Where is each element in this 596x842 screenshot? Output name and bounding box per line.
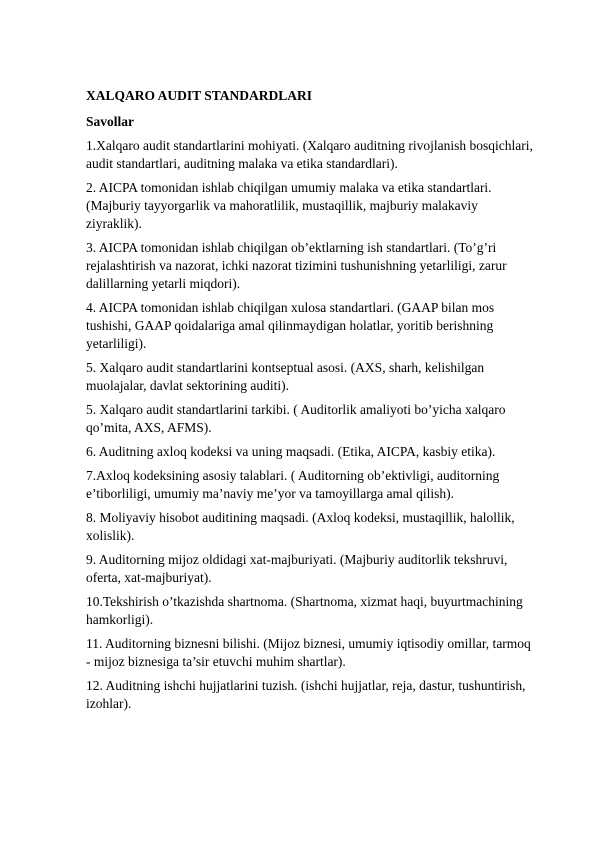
question-line: 10.Tekshirish o’tkazishda shartnoma. (Shartnoma, xizmat haqi, buyurtmachining [86,594,523,609]
question-line: 7.Axloq kodeksining asosiy talablari. ( Auditorning ob’ektivligi, auditorning [86,468,500,483]
question-line: audit standartlari, auditning malaka va etika standardlari). [86,156,398,171]
question-item [86,443,556,461]
question-line: hamkorligi). [86,612,154,627]
question-item [86,551,556,587]
question-line: rejalashtirish va nazorat, ichki nazorat tizimini tushunishning yetarliligi, zarur [86,258,507,273]
question-line: xolislik). [86,528,135,543]
question-item [86,299,556,353]
question-item [86,467,556,503]
question-line: 3. AICPA tomonidan ishlab chiqilgan ob’ektlarning ish standartlari. (To’g’ri [86,240,497,255]
document-page [86,87,556,719]
question-line: 5. Xalqaro audit standartlarini tarkibi. ( Auditorlik amaliyoti bo’yicha xalqaro [86,402,506,417]
question-line: qo’mita, AXS, AFMS). [86,420,212,435]
question-line: izohlar). [86,696,132,711]
question-item [86,359,556,395]
question-list [86,137,556,713]
question-line: dalillarning yetarli miqdori). [86,276,241,291]
question-line: 1.Xalqaro audit standartlarini mohiyati. (Xalqaro auditning rivojlanish bosqichlari, [86,138,533,153]
question-item [86,239,556,293]
question-line: yetarliligi). [86,336,147,351]
question-item [86,401,556,437]
question-item [86,137,556,173]
question-line: 9. Auditorning mijoz oldidagi xat-majburiyati. (Majburiy auditorlik tekshruvi, [86,552,508,567]
question-item [86,677,556,713]
question-item [86,635,556,671]
question-line: 8. Moliyaviy hisobot auditining maqsadi. (Axloq kodeksi, mustaqillik, halollik, [86,510,515,525]
question-line: 2. AICPA tomonidan ishlab chiqilgan umumiy malaka va etika standartlari. [86,180,492,195]
question-line: (Majburiy tayyorgarlik va mahoratlilik, mustaqillik, majburiy malakaviy [86,198,478,213]
question-line: 4. AICPA tomonidan ishlab chiqilgan xulosa standartlari. (GAAP bilan mos [86,300,495,315]
question-item [86,593,556,629]
question-line: oferta, xat-majburiyat). [86,570,212,585]
document-subtitle: Savollar [86,114,135,129]
question-line: 5. Xalqaro audit standartlarini kontseptual asosi. (AXS, sharh, kelishilgan [86,360,485,375]
document-title: XALQARO AUDIT STANDARDLARI [86,88,313,103]
question-line: - mijoz biznesiga ta’sir etuvchi muhim shartlar). [86,654,346,669]
question-item [86,509,556,545]
question-line: 6. Auditning axloq kodeksi va uning maqsadi. (Etika, AICPA, kasbiy etika). [86,444,496,459]
question-item [86,179,556,233]
question-line: tushishi, GAAP qoidalariga amal qilinmaydigan holatlar, yoritib berishning [86,318,494,333]
question-line: 12. Auditning ishchi hujjatlarini tuzish. (ishchi hujjatlar, reja, dastur, tushuntirish, [86,678,526,693]
question-line: e’tiborliligi, umumiy ma’naviy me’yor va tamoyillarga amal qilish). [86,486,455,501]
question-line: 11. Auditorning biznesni bilishi. (Mijoz biznesi, umumiy iqtisodiy omillar, tarmoq [86,636,531,651]
question-line: muolajalar, davlat sektorining auditi). [86,378,290,393]
question-line: ziyraklik). [86,216,142,231]
